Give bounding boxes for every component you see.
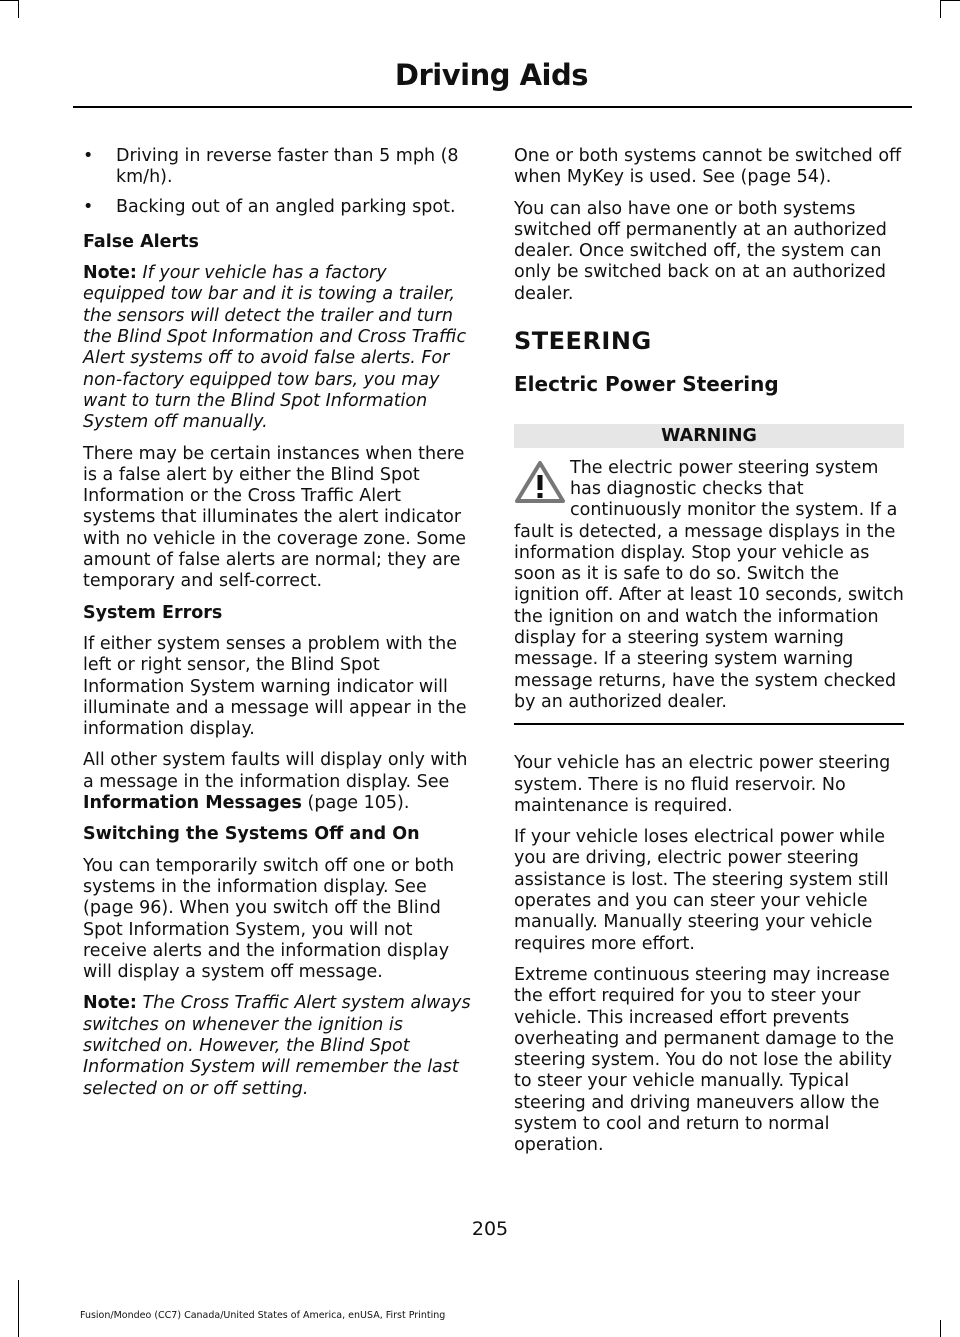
switching-note: Note: The Cross Traffic Alert system always switches on whenever the ignition is switched on. However, the Blind Spot Information System will remember the last selected on or off setting. (83, 993, 471, 1099)
dealer-paragraph: You can also have one or both systems switched off permanently at an authorized dealer. Once switched off, the system can only be switched back on at an authorized dealer. (514, 198, 887, 304)
crop-mark (940, 1320, 941, 1337)
false-alerts-paragraph: There may be certain instances when there is a false alert by either the Blind Spot Information or the Cross Traffic Alert systems that illuminates the alert indicator with no vehicle in the coverage zone. Some amount of false alerts are normal; they are temporary and self-correct. (83, 443, 467, 592)
right-column (514, 146, 904, 1167)
warning-text: The electric power steering system has diagnostic checks that continuously monitor the system. If a fault is detected, a message displays in the information display. Stop your vehicle as soon as it is safe to do so. Switch the ignition off. After at least 10 seconds, switch the ignition on and watch the information display for a steering system warning message. If a steering system warning message returns, have the system checked by an authorized dealer. (514, 457, 904, 712)
crop-mark (0, 0, 18, 1)
information-messages-link[interactable]: Information Messages (83, 793, 302, 814)
page-title: Driving Aids (394, 58, 588, 92)
header-divider (73, 106, 912, 108)
switching-heading: Switching the Systems Off and On (83, 824, 420, 845)
crop-mark (940, 0, 960, 1)
mykey-paragraph: One or both systems cannot be switched off when MyKey is used. See (page 54). (514, 146, 902, 188)
system-errors-heading: System Errors (83, 602, 223, 623)
system-faults-paragraph: All other system faults will display only with a message in the information display. See Information Messages (page 105). (83, 750, 468, 814)
footer-text: Fusion/Mondeo (CC7) Canada/United States of America, enUSA, First Printing (80, 1310, 446, 1321)
list-item: • Backing out of an angled parking spot. (83, 196, 456, 217)
left-column (83, 146, 473, 1110)
section-title: STEERING (514, 327, 652, 356)
warning-box (514, 424, 904, 726)
subsection-title: Electric Power Steering (514, 372, 779, 397)
power-loss-paragraph: If your vehicle loses electrical power while you are driving, electric power steering assistance is lost. The steering system still operates and you can steer your vehicle manually. Manually steering your vehicle requires more effort. (514, 827, 889, 954)
crop-mark (940, 0, 941, 18)
false-alerts-heading: False Alerts (83, 231, 199, 252)
false-alerts-note: Note: If your vehicle has a factory equipped tow bar and it is towing a trailer, the sensors will detect the trailer and turn the Blind Spot Information and Cross Traffic Alert systems off to avoid false alerts. For non-factory equipped tow bars, you may want to turn the Blind Spot Information System off manually. (83, 263, 467, 433)
extreme-steering-paragraph: Extreme continuous steering may increase the effort required for you to steer your vehicle. This increased effort prevents overheating and permanent damage to the steering system. You do not lose the ability to steer your vehicle manually. Typical steering and driving maneuvers allow the system to cool and return to normal operation. (514, 964, 895, 1156)
system-errors-paragraph: If either system senses a problem with the left or right sensor, the Blind Spot Information System warning indicator will illuminate and a message will appear in the information display. (83, 633, 467, 740)
eps-paragraph: Your vehicle has an electric power steering system. There is no fluid reservoir. No maintenance is required. (514, 753, 891, 816)
list-item: • Driving in reverse faster than 5 mph (8 km/h). (83, 146, 459, 188)
page-number: 205 (471, 1218, 509, 1240)
switching-paragraph: You can temporarily switch off one or both systems in the information display. See (page 96). When you switch off the Blind Spot Information System, you will not receive alerts and the information display will display a system off message. (83, 855, 455, 983)
crop-mark (18, 1280, 19, 1337)
crop-mark (18, 0, 19, 18)
warning-triangle-icon (514, 460, 568, 504)
warning-heading: WARNING (514, 424, 904, 448)
